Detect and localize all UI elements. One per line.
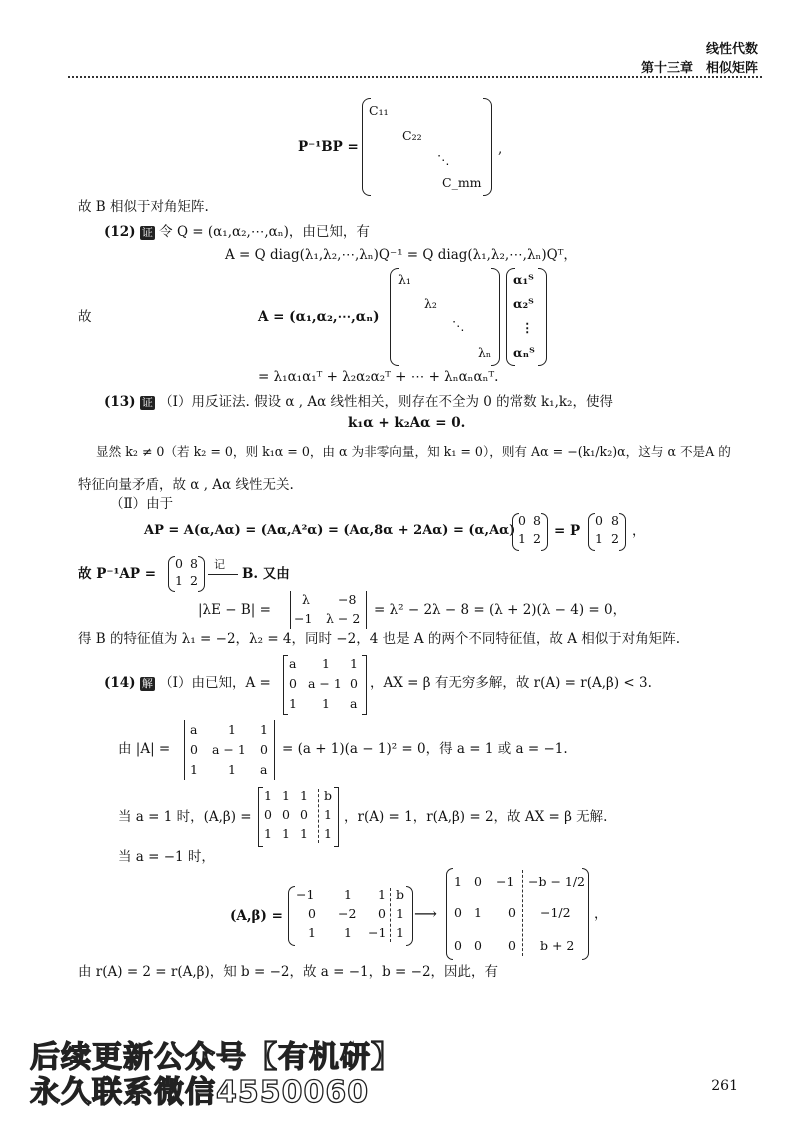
- watermark-line-2: 永久联系微信4550060: [30, 1075, 370, 1110]
- m7-21: 0: [474, 938, 482, 953]
- line-12-end: ，: [632, 523, 646, 539]
- lambda-1: λ₁: [398, 272, 411, 287]
- det2-22: a: [260, 762, 268, 777]
- m7-22: 0: [508, 938, 516, 953]
- p1-comma: ,: [498, 141, 503, 157]
- m5-bracket-left: [258, 787, 263, 847]
- m7-23: b + 2: [540, 938, 575, 953]
- m5-bracket-right: [334, 787, 339, 847]
- m1-00: 0: [518, 513, 526, 528]
- m4-01: 1: [322, 656, 330, 671]
- page-number: 261: [711, 1078, 738, 1094]
- m4-02: 1: [350, 656, 358, 671]
- m5-21: 1: [282, 826, 290, 841]
- line-20-end: ，: [594, 906, 608, 922]
- m5-23: 1: [324, 826, 332, 841]
- lambda-n: λₙ: [478, 345, 492, 360]
- det2-01: 1: [228, 722, 236, 737]
- m5-augment-line: [318, 789, 319, 843]
- item-14-number: (14): [104, 675, 136, 691]
- p1-lhs: P⁻¹BP =: [298, 139, 359, 155]
- m6-bracket-left: [288, 886, 295, 946]
- m3-bracket-right: [198, 556, 205, 592]
- item-13-number: (13): [104, 394, 136, 410]
- col-bracket-right: [538, 268, 547, 366]
- m5-12: 0: [300, 807, 308, 822]
- m3-bracket-left: [168, 556, 175, 592]
- m4-00: a: [289, 656, 297, 671]
- reduce-arrow: ⟶: [414, 904, 437, 923]
- m5-00: 1: [264, 788, 272, 803]
- m6-11: −2: [338, 906, 357, 921]
- m7-10: 0: [454, 905, 462, 920]
- m6-23: 1: [396, 925, 404, 940]
- m4-bracket-left: [283, 655, 288, 715]
- m2-bracket-left: [588, 513, 595, 551]
- alpha-vdots: ⋮: [521, 320, 534, 335]
- line-8: k₁α + k₂Aα = 0.: [348, 415, 466, 431]
- book-title: 线性代数: [705, 42, 758, 57]
- line-17-post: = (a + 1)(a − 1)² = 0，得 a = 1 或 a = −1.: [282, 741, 568, 757]
- line-12: AP = A(α,Aα) = (Aα,A²α) = (Aα,8α + 2Aα) = (α,Aα): [144, 523, 516, 538]
- line-19: 当 a = −1 时，: [118, 849, 215, 865]
- item-14-post: ，AX = β 有无穷多解，故 r(A) = r(A,β) < 3.: [370, 675, 652, 691]
- watermark-line-1: 后续更新公众号【有机研】: [30, 1040, 402, 1075]
- m4-21: 1: [322, 696, 330, 711]
- p1-dots: ⋱: [437, 152, 450, 167]
- m7-13: −1/2: [540, 905, 571, 920]
- det2-20: 1: [190, 762, 198, 777]
- lambda-2: λ₂: [424, 296, 437, 311]
- proof-badge-13: 证: [141, 396, 153, 409]
- alphan-T: αₙᵀ: [513, 345, 535, 360]
- m5-20: 1: [264, 826, 272, 841]
- det2-bar-left: [184, 720, 185, 780]
- m6-02: 1: [378, 887, 386, 902]
- det1-01: −8: [338, 592, 357, 607]
- det2-12: 0: [260, 742, 268, 757]
- m4-12: 0: [350, 676, 358, 691]
- ji-line: [208, 574, 238, 575]
- m2-01: 8: [611, 513, 619, 528]
- m1-11: 2: [533, 531, 541, 546]
- m6-01: 1: [344, 887, 352, 902]
- m4-11: a − 1: [308, 676, 342, 691]
- m2-00: 0: [595, 513, 603, 528]
- m7-01: 0: [474, 874, 482, 889]
- line-11: （Ⅱ）由于: [110, 496, 174, 512]
- line-20-pre: (A,β) =: [230, 908, 283, 924]
- line-12-mid: = P: [554, 523, 581, 539]
- p1-c11: C₁₁: [369, 103, 389, 118]
- det2-02: 1: [260, 722, 268, 737]
- item-13-text: （Ⅰ）用反证法. 假设 α , Aα 线性相关，则存在不全为 0 的常数 k₁,k₂，使得: [159, 394, 613, 410]
- m7-augment-line: [522, 870, 523, 956]
- m5-10: 0: [264, 807, 272, 822]
- m1-10: 1: [518, 531, 526, 546]
- diag-bracket-right: [491, 268, 500, 366]
- item-14: [104, 674, 271, 692]
- item-14-pre: （Ⅰ）由已知，A =: [159, 675, 271, 691]
- line-21: 由 r(A) = 2 = r(A,β)，知 b = −2，故 a = −1，b = −2，因此，有: [78, 964, 499, 980]
- det2-21: 1: [228, 762, 236, 777]
- m2-11: 2: [611, 531, 619, 546]
- line-9: 显然 k₂ ≠ 0（若 k₂ = 0，则 k₁α = 0，由 α 为非零向量，知 k₁ = 0），则有 Aα = −(k₁/k₂)α，这与 α 不是A 的: [96, 444, 731, 459]
- line-14-pre: |λE − B| =: [198, 602, 271, 618]
- line-13-pre: 故 P⁻¹AP =: [78, 566, 157, 582]
- m4-22: a: [350, 696, 358, 711]
- m6-bracket-right: [406, 886, 413, 946]
- m5-01: 1: [282, 788, 290, 803]
- item-12-number: (12): [104, 224, 136, 240]
- m3-10: 1: [175, 573, 183, 588]
- m6-20: 1: [308, 925, 316, 940]
- m5-13: 1: [324, 807, 332, 822]
- line-5-gu: 故: [78, 309, 92, 325]
- m5-02: 1: [300, 788, 308, 803]
- m6-22: −1: [368, 925, 387, 940]
- line-15: 得 B 的特征值为 λ₁ = −2，λ₂ = 4，同时 −2，4 也是 A 的两个不同特征值，故 A 相似于对角矩阵.: [78, 631, 681, 647]
- det2-bar-right: [274, 720, 275, 780]
- m6-12: 0: [378, 906, 386, 921]
- m6-03: b: [396, 887, 405, 902]
- det1-bar-left: [290, 591, 291, 629]
- alpha2-T: α₂ᵀ: [513, 296, 534, 311]
- lambda-dots: ⋱: [452, 318, 465, 333]
- m6-00: −1: [296, 887, 315, 902]
- m7-11: 1: [474, 905, 482, 920]
- m5-22: 1: [300, 826, 308, 841]
- p1-cmm: C_mm: [442, 175, 482, 190]
- m7-03: −b − 1/2: [528, 874, 586, 889]
- header-divider: [68, 76, 762, 78]
- m4-10: 0: [289, 676, 297, 691]
- m6-13: 1: [396, 906, 404, 921]
- p1-bracket-right: [483, 98, 492, 196]
- m7-00: 1: [454, 874, 462, 889]
- det2-11: a − 1: [212, 742, 246, 757]
- item-12: [104, 223, 370, 241]
- det1-00: λ: [302, 592, 310, 607]
- line-18-post: ，r(A) = 1，r(A,β) = 2，故 AX = β 无解.: [344, 809, 608, 825]
- m2-bracket-right: [619, 513, 626, 551]
- m1-bracket-right: [541, 513, 548, 551]
- m6-10: 0: [308, 906, 316, 921]
- line-13-post: B. 又由: [242, 566, 290, 582]
- m5-03: b: [324, 788, 333, 803]
- line-14-post: = λ² − 2λ − 8 = (λ + 2)(λ − 4) = 0，: [374, 602, 627, 618]
- solution-badge-14: 解: [141, 677, 153, 690]
- line-2: 故 B 相似于对角矩阵.: [78, 199, 209, 215]
- m6-augment-line: [390, 888, 391, 942]
- item-13: [104, 393, 613, 411]
- m7-20: 0: [454, 938, 462, 953]
- m3-01: 8: [190, 556, 198, 571]
- proof-badge-12: 证: [141, 226, 153, 239]
- alpha1-T: α₁ᵀ: [513, 272, 534, 287]
- det1-10: −1: [294, 611, 313, 626]
- det2-00: a: [190, 722, 198, 737]
- line-5-lhs: A = (α₁,α₂,⋯,αₙ): [258, 309, 380, 325]
- m7-02: −1: [496, 874, 515, 889]
- m3-00: 0: [175, 556, 183, 571]
- m7-12: 0: [508, 905, 516, 920]
- ji-label: 记: [214, 558, 225, 571]
- det1-11: λ − 2: [326, 611, 361, 626]
- det2-10: 0: [190, 742, 198, 757]
- m5-11: 0: [282, 807, 290, 822]
- m1-01: 8: [533, 513, 541, 528]
- det1-bar-right: [366, 591, 367, 629]
- m4-20: 1: [289, 696, 297, 711]
- line-10: 特征向量矛盾，故 α , Aα 线性无关.: [78, 477, 294, 493]
- line-6: = λ₁α₁α₁ᵀ + λ₂α₂α₂ᵀ + ⋯ + λₙαₙαₙᵀ.: [258, 369, 499, 385]
- line-18-pre: 当 a = 1 时，(A,β) =: [118, 809, 252, 825]
- item-12-text: 令 Q = (α₁,α₂,⋯,αₙ)，由已知，有: [159, 224, 370, 240]
- line-17-pre: 由 |A| =: [118, 741, 171, 757]
- p1-c22: C₂₂: [402, 128, 422, 143]
- m6-21: 1: [344, 925, 352, 940]
- chapter-title: 第十三章 相似矩阵: [640, 61, 758, 76]
- m2-10: 1: [595, 531, 603, 546]
- line-4: A = Q diag(λ₁,λ₂,⋯,λₙ)Q⁻¹ = Q diag(λ₁,λ₂,⋯,λₙ)Qᵀ，: [225, 247, 577, 263]
- m7-bracket-left: [446, 868, 453, 960]
- m4-bracket-right: [362, 655, 367, 715]
- m3-11: 2: [190, 573, 198, 588]
